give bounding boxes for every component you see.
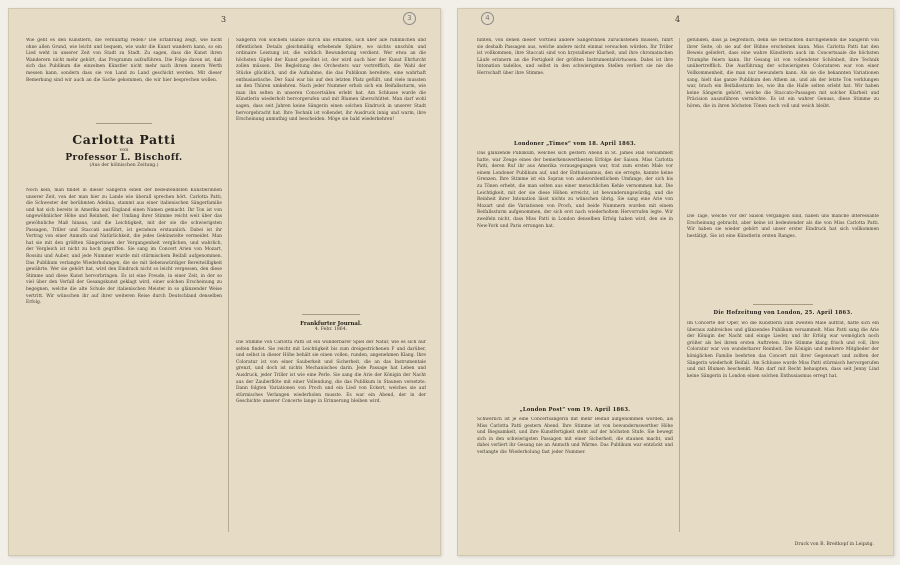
- printer-line: Druck von B. Breitkopf in Leipzig.: [794, 542, 874, 547]
- article-continuation: gefunden, dass ja begreiflich, denn sie betrachten durchgehends die Sängerin von ihrer Seite, ob sie auf der Bühne erscheinen kann. Miss Carlotta Patti hat den Beweis geliefert, dass eine wahre Künstlerin auch im Concertsaale die höchsten Triumphe feiern kann. Ihr Gesang ist von vollendeter Schönheit, ihre Technik unübertrefflich. Die Ausführung der schwierigsten Coloraturen war von einer Vollkommenheit, die man nur bewundern kann. Als sie die bekannten Variationen sang, hielt das ganze Publikum den Athem an, und als der letzte Ton verklungen war, brach ein Beifallssturm los, wie ihn die Halle selten erlebt hat. Wir haben keine Sängerin gehört, welche die Staccato-Passagen mit solcher Klarheit und Präcision auszuführen vermöchte. Es ist ein wahrer Genuss, diese Stimme zu hören, die in ihren höchsten Tönen noch voll und weich bleibt.: [687, 38, 879, 109]
- article-continuation: Sängerin von solchem Glanze durch uns erhalten, sich über alle rühmlichen und öffentlichen Details gleichmäßig erhebende Sphäre, wo nichts unschön und ordinaire Leistung ist, die wirklich Bewunderung verdient. Wer etwa an die höchsten Gipfel der Kunst gewöhnt ist, der wird auch hier der Kunst Ehrfurcht zollen müssen. Die Begleitung des Orchesters war vortrefflich, die Wahl der Stücke glücklich, und die Aufnahme, die das Publikum bereitete, eine wahrhaft enthusiastische. Der Saal war bis auf den letzten Platz gefüllt, und viele mussten an den Thüren umkehren. Nach jeder Nummer erhob sich ein Beifallssturm, wie man ihn selten in unseren Concertsälen erlebt hat. Am Schlusse wurde die Künstlerin wiederholt hervorgerufen und mit Blumen überschüttet. Man darf wohl sagen, dass seit Jahren keine Sängerin einen solchen Eindruck in unserer Stadt hervorgebracht hat. Ihre Technik ist vollendet, ihr Ausdruck innig und warm, ihre Erscheinung anmuthig und bescheiden. Möge sie bald wiederkehren!: [236, 38, 426, 123]
- column-2: [687, 38, 879, 530]
- divider: [96, 123, 152, 124]
- article-title: [26, 132, 222, 168]
- times-heading: Londoner „Times“ vom 18. April 1863.: [514, 141, 636, 147]
- section-title: Frankfurter Journal.: [300, 321, 362, 327]
- title-von: von: [119, 147, 129, 153]
- article-body: Noch kein, man findet in dieser Sängerin einen der bedeutendsten Künstlerinnen unserer Zeit, von der man hier zu Lande wie überall sprechen hört. Carlotta Patti, die Schwester der berühmten Adelina, stammt aus einer italienischen Sängerfamilie und hat sich bereits in Amerika und England einen Namen gemacht. Ihr Ton ist von ungewöhnlicher Höhe und Reinheit, der Umfang ihrer Stimme reicht weit über das gewöhnliche Maß hinaus, und die Leichtigkeit, mit der sie die schwierigsten Passagen, Triller und Staccati ausführt, ist geradezu erstaunlich. Dabei ist ihr Vortrag von einer Anmuth und Natürlichkeit, die jedes Gekünstelte vermeidet. Man hat sie mit den größten Sängerinnen der Vergangenheit verglichen, und wahrlich, der Vergleich ist nicht zu hoch gegriffen. Sie sang im Concert Arien von Mozart, Rossini und Auber, und jede Nummer wurde mit stürmischem Beifall aufgenommen. Das Publikum verlangte Wiederholungen, die sie mit liebenswürdiger Bereitwilligkeit gewährte. Wer sie gehört hat, wird den Eindruck nicht so leicht vergessen, den diese Stimme und diese Kunst hervorbringen. Es ist eine Freude, in einer Zeit, in der so viel über den Verfall der Gesangskunst geklagt wird, einer solchen Erscheinung zu begegnen, welche die alte Schule der italienischen Meister in so glänzender Weise vertritt. Wir wünschen ihr auf ihrer weiteren Reise durch Deutschland denselben Erfolg.: [26, 188, 222, 306]
- section-body: Die Stimme von Carlotta Patti ist ein wunderbarer Spiel der Natur, wie es sich nur selten findet. Sie reicht mit Leichtigkeit bis zum dreigestrichenen F und darüber, und selbst in dieser Höhe behält sie einen vollen, runden, angenehmen Klang. Ihre Coloratur ist von einer Sauberkeit und Sicherheit, die an das Instrumentale grenzt, und doch ist nichts Mechanisches darin. Jede Passage hat Leben und Ausdruck, jeder Triller ist wie eine Perle. Sie sang die Arie der Königin der Nacht aus der Zauberflöte mit einer Vollendung, die das Publikum in Staunen versetzte. Dann folgten Variationen von Proch und ein Lied von Eckert, welches sie auf stürmisches Verlangen wiederholen musste. Es war ein Abend, der in der Geschichte unserer Concerte lange in Erinnerung bleiben wird.: [236, 340, 426, 405]
- source-note: (Aus der kölnischen Zeitung.): [89, 163, 159, 168]
- column-rule: [679, 38, 680, 532]
- divider: [753, 304, 813, 305]
- article-paragraph: Die Tage, welche vor der Saison vergangen sind, haben uns manche interessante Erscheinung gebracht, aber keine ist bedeutender als die von Miss Carlotta Patti. Wir haben sie wieder gehört und unser erster Eindruck hat sich vollkommen bestätigt. Sie ist eine Künstlerin ersten Ranges.: [687, 214, 879, 239]
- column-rule: [228, 38, 229, 532]
- pencil-mark: 4: [481, 12, 494, 25]
- right-page: [457, 8, 894, 556]
- title-text: Carlotta Patti: [72, 132, 176, 147]
- left-page: [8, 8, 441, 556]
- column-1: [477, 38, 673, 530]
- post-heading: „London Post“ vom 19. April 1863.: [519, 407, 631, 413]
- article-intro: Wie geht es den Künstlern, die vernünftig reden? Die Erfahrung zeigt, wie nicht ohne allen Grund, wie leicht und bequem, wie wahr die Kunst wandern kann, so ein Lied weht in unserer Zeit von Stadt zu Stadt. Zu sagen, dass die Kunst ihren Wanderern nicht mehr gehört, das Programm aufzuführen. Die Folge davon ist, daß sich das Publikum die einzelnen Künstler nicht mehr nach ihrem innern Werth messen kann, sondern dass sie von Land zu Land geschickt werden. Mit dieser Bemerkung sind wir auch an die Sache gekommen, die wir hier besprechen wollen.: [26, 38, 222, 83]
- article-continuation: hinten, von denen dieser Vortheil andere Sängerinnen zurückstehen müssen, führt sie deshalb Passagen aus, welche andere nicht einmal versuchen würden. Ihr Triller ist vollkommen, ihre Staccati sind von krystallener Klarheit, und ihre chromatischen Läufe erinnern an die Fertigkeit der größten Instrumentalvirtuosen. Dabei ist ihre Intonation tadellos, und selbst in den schwierigsten Stellen verliert sie nie die Herrschaft über ihre Stimme.: [477, 38, 673, 76]
- section-heading: [236, 321, 426, 332]
- section-date: 4. Febr. 1864.: [314, 327, 348, 332]
- page-number: 4: [675, 15, 681, 24]
- author-name: Professor L. Bischoff.: [65, 153, 183, 163]
- divider: [302, 314, 360, 315]
- hofzeitung-article: Im Concerte der Oper, wo die Künstlerin zum zweiten Male auftrat, hatte sich ein überaus zahlreiches und glänzendes Publikum versammelt. Miss Patti sang die Arie der Königin der Nacht und einige Lieder, und ihr Erfolg war womöglich noch größer als bei ihrem ersten Auftreten. Ihre Stimme klang frisch und voll, ihre Coloratur war von wunderbarer Reinheit. Die Königin und mehrere Mitglieder der königlichen Familie beehrten das Concert mit ihrer Gegenwart und zollten der Sängerin wiederholt Beifall. Am Schlusse wurde Miss Patti stürmisch hervorgerufen und mit Blumen beschenkt. Man darf mit Recht behaupten, dass seit Jenny Lind keine Sängerin in London einen solchen Enthusiasmus erregt hat.: [687, 321, 879, 379]
- hofzeitung-heading: Die Hofzeitung von London, 25. April 1863.: [713, 310, 853, 316]
- column-1: [26, 38, 222, 530]
- page-number: 3: [221, 15, 227, 24]
- column-2: [236, 38, 426, 530]
- post-article: Schwerlich ist je eine Concertsängerin mit mehr Beifall aufgenommen worden, als Miss Carlotta Patti gestern Abend. Ihre Stimme ist von bewundernswerther Höhe und Biegsamkeit, und ihre Kunstfertigkeit steht auf der höchsten Stufe. Sie bewegt sich in den schwierigsten Passagen mit einer Sicherheit, die staunen macht, und dabei verliert ihr Gesang nie an Anmuth und Wärme. Das Publikum war entzückt und verlangte die Wiederholung fast jeder Nummer.: [477, 417, 673, 455]
- pencil-mark: 3: [403, 12, 416, 25]
- times-article: Das glänzende Publikum, welches sich gestern Abend in St. James Hall versammelt hatte, war Zeuge eines der bemerkenswerthesten Erfolge der Saison. Miss Carlotta Patti, deren Ruf ihr aus Amerika vorausgegangen war, trat zum ersten Male vor einem Londoner Publikum auf, und der Enthusiasmus, den sie erregte, kannte keine Grenzen. Ihre Stimme ist ein Sopran von außerordentlichem Umfange, der sich bis zu Tönen erhebt, die man selten aus einer menschlichen Kehle vernommen hat. Die Leichtigkeit, mit der sie diese Höhen erreicht, ist bewunderungswürdig, und die Reinheit ihrer Intonation lässt nichts zu wünschen übrig. Sie sang eine Arie von Mozart und die Variationen von Proch, und beide Nummern wurden mit einem Beifallssturm aufgenommen, der sich erst nach wiederholtem Hervorrufen legte. Wir zweifeln nicht, dass Miss Patti in London denselben Erfolg haben wird, den sie in New-York und Paris errungen hat.: [477, 151, 673, 229]
